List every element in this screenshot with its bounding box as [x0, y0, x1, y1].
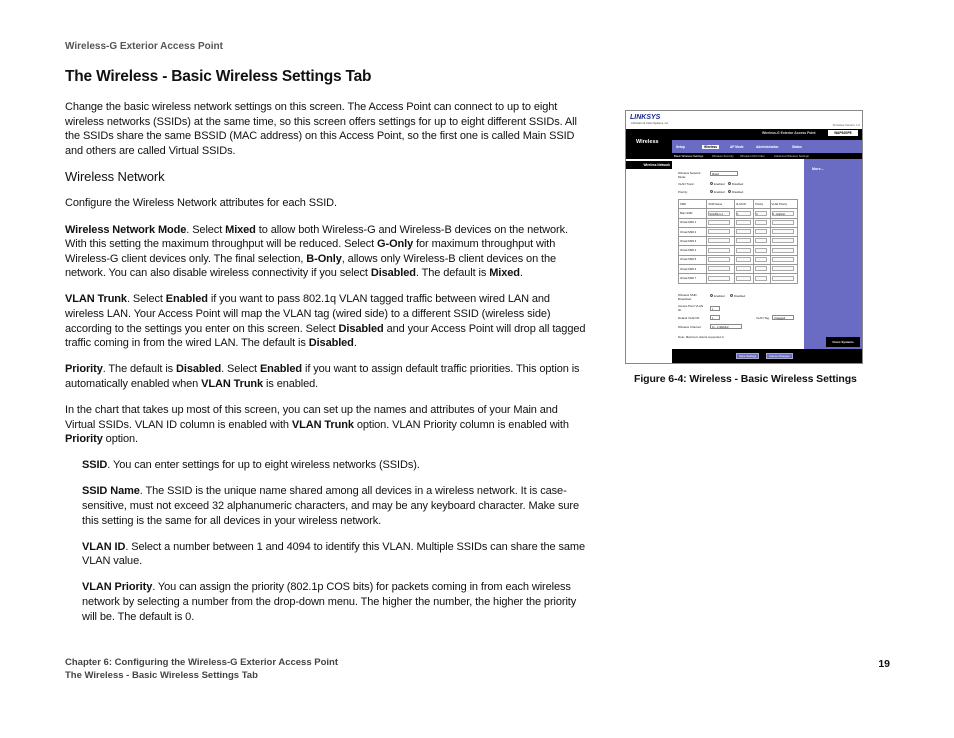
- ssid-paragraph: SSID. You can enter settings for up to eight wireless networks (SSIDs).: [82, 459, 420, 472]
- tab-wireless[interactable]: Wireless: [704, 145, 718, 149]
- vlan-id-paragraph: VLAN ID. Select a number between 1 and 4094 to identify this VLAN. Multiple SSIDs can share the same VLAN value.: [82, 540, 585, 568]
- priority-select[interactable]: 0: [755, 211, 767, 216]
- figure-product-name: Wireless-G Exterior Access Point: [762, 131, 816, 135]
- channel-label: Wireless Channel:: [678, 325, 702, 329]
- row-ssid: Virtual SSID 6: [679, 265, 707, 274]
- vlan-id-input[interactable]: 1: [736, 211, 751, 216]
- vlan-priority-select[interactable]: 0 - Highest: [772, 211, 794, 216]
- table-row: [679, 255, 798, 264]
- row-ssid: Virtual SSID 5: [679, 255, 707, 264]
- figure-caption: Figure 6-4: Wireless - Basic Wireless Settings: [634, 373, 857, 385]
- row-ssid: Virtual SSID 7: [679, 274, 707, 283]
- broadcast-disabled-radio[interactable]: [730, 294, 733, 297]
- ssid-name-input[interactable]: [708, 238, 730, 243]
- vlan-priority-select[interactable]: [772, 229, 794, 234]
- table-row: [679, 209, 798, 218]
- page-number: 19: [878, 658, 890, 670]
- priority-enabled-label: Enabled: [714, 190, 725, 194]
- tab-ap-mode[interactable]: AP Mode: [730, 145, 744, 149]
- priority-select[interactable]: [755, 248, 767, 253]
- vlan-tag-select[interactable]: Untagged: [772, 315, 794, 320]
- subtab-wireless-security[interactable]: Wireless Security: [712, 154, 734, 158]
- channel-select[interactable]: 11 - 2.462GHz: [710, 324, 742, 329]
- priority-select[interactable]: [755, 266, 767, 271]
- configure-paragraph: Configure the Wireless Network attributes for each SSID.: [65, 197, 337, 210]
- ssid-name-input[interactable]: SAGPE-1-1: [708, 211, 730, 216]
- default-vlan-input[interactable]: 1: [710, 315, 720, 320]
- settings-screenshot-figure: [625, 110, 863, 364]
- vlan-priority-select[interactable]: [772, 238, 794, 243]
- default-vlan-label: Default VLAN ID:: [678, 316, 701, 320]
- table-row: [679, 227, 798, 236]
- ssid-name-input[interactable]: [708, 220, 730, 225]
- running-header: Wireless-G Exterior Access Point: [65, 41, 223, 52]
- access-vlan-label: Access Point VLAN ID:: [678, 304, 704, 312]
- vlan-trunk-enabled-label: Enabled: [714, 182, 725, 186]
- save-settings-button[interactable]: Save Settings: [736, 353, 759, 359]
- col-priority: Priority: [754, 200, 770, 209]
- body-text: [65, 100, 590, 636]
- row-ssid: Virtual SSID 4: [679, 246, 707, 255]
- vlan-trunk-enabled-radio[interactable]: [710, 182, 713, 185]
- vlan-priority-select[interactable]: [772, 276, 794, 281]
- section-heading: Wireless Network: [65, 168, 165, 184]
- figure-help-more[interactable]: More...: [812, 167, 824, 171]
- access-vlan-input[interactable]: 1: [710, 306, 720, 311]
- priority-paragraph: Priority. The default is Disabled. Select Enabled if you want to assign default traffic priorities. This option is automatically enabled when VLAN Trunk is enabled.: [65, 363, 580, 390]
- col-ssid: SSID: [679, 200, 707, 209]
- mode-label: Wireless Network Mode:: [678, 171, 701, 179]
- table-row: [679, 265, 798, 274]
- priority-disabled-radio[interactable]: [728, 190, 731, 193]
- footer-chapter: Chapter 6: Configuring the Wireless-G Exterior Access Point: [65, 657, 339, 668]
- row-ssid: Virtual SSID 3: [679, 237, 707, 246]
- ssid-table-header: [679, 200, 798, 209]
- ssid-name-input[interactable]: [708, 248, 730, 253]
- linksys-tagline: A Division of Cisco Systems, Inc.: [631, 122, 669, 125]
- mode-select[interactable]: Mixed: [710, 171, 738, 176]
- priority-select[interactable]: [755, 276, 767, 281]
- vlan-id-input[interactable]: [736, 220, 751, 225]
- vlan-priority-select[interactable]: [772, 220, 794, 225]
- ssid-table: [678, 199, 798, 284]
- tab-status[interactable]: Status: [792, 145, 802, 149]
- vlan-id-input[interactable]: [736, 257, 751, 262]
- row-ssid: Virtual SSID 2: [679, 227, 707, 236]
- linksys-logo: LINKSYS: [630, 114, 661, 121]
- figure-section-title: Wireless: [636, 139, 659, 145]
- vlan-id-input[interactable]: [736, 229, 751, 234]
- vlan-id-input[interactable]: [736, 266, 751, 271]
- footer-section: The Wireless - Basic Wireless Settings Tab: [65, 669, 258, 681]
- col-vlan-id: VLAN ID: [734, 200, 753, 209]
- table-row: [679, 274, 798, 283]
- note-text: Note: Maximum clients supported in: [678, 335, 724, 339]
- cisco-logo: Cisco Systems: [826, 337, 860, 347]
- vlan-trunk-paragraph: VLAN Trunk. Select Enabled if you want to pass 802.1q VLAN tagged traffic between wired LAN and wireless LAN. Your Access Point will map the VLAN tag (wired side) to a different SSID (wireless side) according to the settings you enter on this screen. Select Disabled and your Access Point will drop all tagged traffic coming in from the wired LAN. The default is Disabled.: [65, 293, 586, 350]
- ssid-name-input[interactable]: [708, 229, 730, 234]
- tab-administration[interactable]: Administration: [756, 145, 779, 149]
- vlan-id-input[interactable]: [736, 276, 751, 281]
- vlan-tag-label: VLAN Tag:: [756, 316, 770, 320]
- vlan-trunk-label: VLAN Trunk:: [678, 182, 695, 186]
- ssid-name-input[interactable]: [708, 266, 730, 271]
- vlan-priority-select[interactable]: [772, 257, 794, 262]
- table-row: [679, 246, 798, 255]
- priority-select[interactable]: [755, 238, 767, 243]
- vlan-id-input[interactable]: [736, 248, 751, 253]
- tab-setup[interactable]: Setup: [676, 145, 685, 149]
- vlan-priority-select[interactable]: [772, 266, 794, 271]
- figure-left-section-label: Wireless Network: [626, 161, 672, 169]
- page-title: The Wireless - Basic Wireless Settings Tab: [65, 68, 372, 85]
- row-ssid: Virtual SSID 1: [679, 218, 707, 227]
- ssid-name-input[interactable]: [708, 257, 730, 262]
- col-vlan-priority: VLAN Priority: [770, 200, 797, 209]
- priority-disabled-label: Disabled: [732, 190, 744, 194]
- table-row: [679, 237, 798, 246]
- figure-left-panel: [626, 159, 672, 363]
- mode-paragraph: Wireless Network Mode. Select Mixed to allow both Wireless-G and Wireless-B devices on the network. With this setting the maximum throughput will be reduced. Select G-Only for maximum throughput with Wireless-G client devices only. The final selection, B-Only, allows only Wireless-B client devices on the network. You can also disable wireless connectivity if you select Disabled. The default is Mixed.: [65, 223, 568, 280]
- subtab-basic-wireless[interactable]: Basic Wireless Settings: [674, 154, 704, 158]
- chart-paragraph: In the chart that takes up most of this screen, you can set up the names and attributes of your Main and Virtual SSIDs. VLAN ID column is enabled with VLAN Trunk option. VLAN Priority column is enabled with Priority option.: [65, 404, 569, 446]
- vlan-priority-select[interactable]: [772, 248, 794, 253]
- priority-select[interactable]: [755, 257, 767, 262]
- table-row: [679, 218, 798, 227]
- vlan-priority-paragraph: VLAN Priority. You can assign the priority (802.1p COS bits) for packets coming in from each wireless network by selecting a number from the drop-down menu. The higher the number, the higher the priority will be. The default is 0.: [82, 581, 577, 623]
- figure-top-bar: [626, 111, 862, 129]
- broadcast-enabled-label: Enabled: [714, 294, 725, 298]
- vlan-trunk-disabled-radio[interactable]: [728, 182, 731, 185]
- broadcast-enabled-radio[interactable]: [710, 294, 713, 297]
- vlan-trunk-disabled-label: Disabled: [732, 182, 744, 186]
- priority-select[interactable]: [755, 220, 767, 225]
- vlan-id-input[interactable]: [736, 238, 751, 243]
- row-ssid: Main SSID: [679, 209, 707, 218]
- priority-select[interactable]: [755, 229, 767, 234]
- figure-model-badge: WAP54GPE: [828, 130, 858, 136]
- figure-help-panel: [804, 159, 862, 363]
- ssid-name-paragraph: SSID Name. The SSID is the unique name shared among all devices in a wireless network. It is case-sensitive, must not exceed 32 alphanumeric characters, and may be any keyboard character. Make sure this setting is the same for all devices in your wireless network.: [82, 485, 579, 527]
- col-ssid-name: SSID Name: [707, 200, 734, 209]
- broadcast-disabled-label: Disabled: [734, 294, 746, 298]
- cancel-changes-button[interactable]: Cancel Changes: [766, 353, 793, 359]
- subtab-advanced-wireless[interactable]: Advanced Wireless Settings: [774, 154, 809, 158]
- intro-paragraph: Change the basic wireless network settings on this screen. The Access Point can connect to up to eight wireless networks (SSIDs) at the same time, so this screen offers settings for up to eight different SSIDs. All the SSIDs share the same BSSID (MAC address) on this Access Point, so the first one is called Main SSID and others are called Virtual SSIDs.: [65, 101, 577, 157]
- priority-label: Priority:: [678, 190, 688, 194]
- footer: [65, 657, 338, 682]
- priority-enabled-radio[interactable]: [710, 190, 713, 193]
- subtab-mac-filter[interactable]: Wireless MAC Filter: [740, 154, 765, 158]
- firmware-version: Firmware Version: 1.0: [832, 123, 860, 127]
- ssid-name-input[interactable]: [708, 276, 730, 281]
- broadcast-label: Wireless SSID Broadcast:: [678, 293, 697, 301]
